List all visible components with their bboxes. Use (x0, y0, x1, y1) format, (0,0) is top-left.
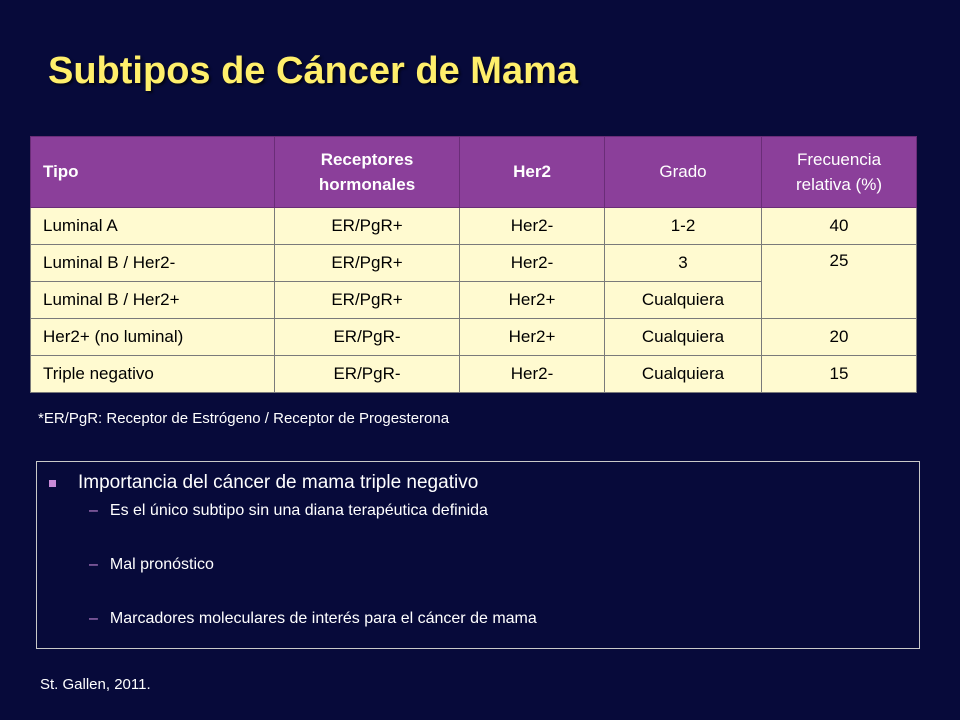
cell-grado: 3 (605, 245, 762, 282)
cell-her2: Her2- (460, 208, 605, 245)
cell-receptores: ER/PgR+ (275, 208, 460, 245)
subpoint (89, 610, 537, 628)
cell-frecuencia-merged: 25 (762, 245, 917, 319)
main-bullet (45, 472, 478, 494)
cell-her2: Her2- (460, 356, 605, 393)
cell-her2: Her2+ (460, 319, 605, 356)
cell-grado: Cualquiera (605, 356, 762, 393)
main-bullet-text: Importancia del cáncer de mama triple negativo (78, 472, 479, 493)
dash-icon: – (89, 502, 98, 519)
cell-tipo: Luminal A (31, 208, 275, 245)
cell-her2: Her2+ (460, 282, 605, 319)
cell-tipo: Triple negativo (31, 356, 275, 393)
cell-grado: 1-2 (605, 208, 762, 245)
subpoint (89, 556, 214, 574)
cell-tipo: Her2+ (no luminal) (31, 319, 275, 356)
square-bullet-icon (49, 480, 56, 487)
subpoint-text: Mal pronóstico (109, 556, 214, 573)
header-grado: Grado (605, 137, 762, 208)
cell-tipo: Luminal B / Her2+ (31, 282, 275, 319)
dash-icon: – (89, 610, 98, 627)
table-footnote: *ER/PgR: Receptor de Estrógeno / Receptor de Progesterona (38, 410, 450, 427)
cell-grado: Cualquiera (605, 282, 762, 319)
subpoint (89, 502, 488, 520)
table-row (31, 245, 917, 282)
table-row (31, 356, 917, 393)
cell-grado: Cualquiera (605, 319, 762, 356)
source-citation: St. Gallen, 2011. (40, 676, 151, 693)
header-receptores: Receptores hormonales (275, 137, 460, 208)
header-her2: Her2 (460, 137, 605, 208)
table-row (31, 319, 917, 356)
cell-her2: Her2- (460, 245, 605, 282)
cell-receptores: ER/PgR+ (275, 245, 460, 282)
cell-frecuencia: 15 (762, 356, 917, 393)
table-header-row (31, 137, 917, 208)
subpoint-text: Marcadores moleculares de interés para el cáncer de mama (109, 610, 537, 627)
cell-frecuencia: 20 (762, 319, 917, 356)
cell-receptores: ER/PgR- (275, 356, 460, 393)
cell-receptores: ER/PgR- (275, 319, 460, 356)
subtypes-table (30, 136, 917, 393)
subpoint-text: Es el único subtipo sin una diana terapéutica definida (109, 502, 488, 519)
dash-icon: – (89, 556, 98, 573)
slide-title: Subtipos de Cáncer de Mama (48, 50, 579, 92)
cell-tipo: Luminal B / Her2- (31, 245, 275, 282)
table-row (31, 208, 917, 245)
cell-frecuencia: 40 (762, 208, 917, 245)
header-tipo: Tipo (31, 137, 275, 208)
header-frecuencia: Frecuencia relativa (%) (762, 137, 917, 208)
cell-receptores: ER/PgR+ (275, 282, 460, 319)
importance-box (36, 461, 920, 649)
